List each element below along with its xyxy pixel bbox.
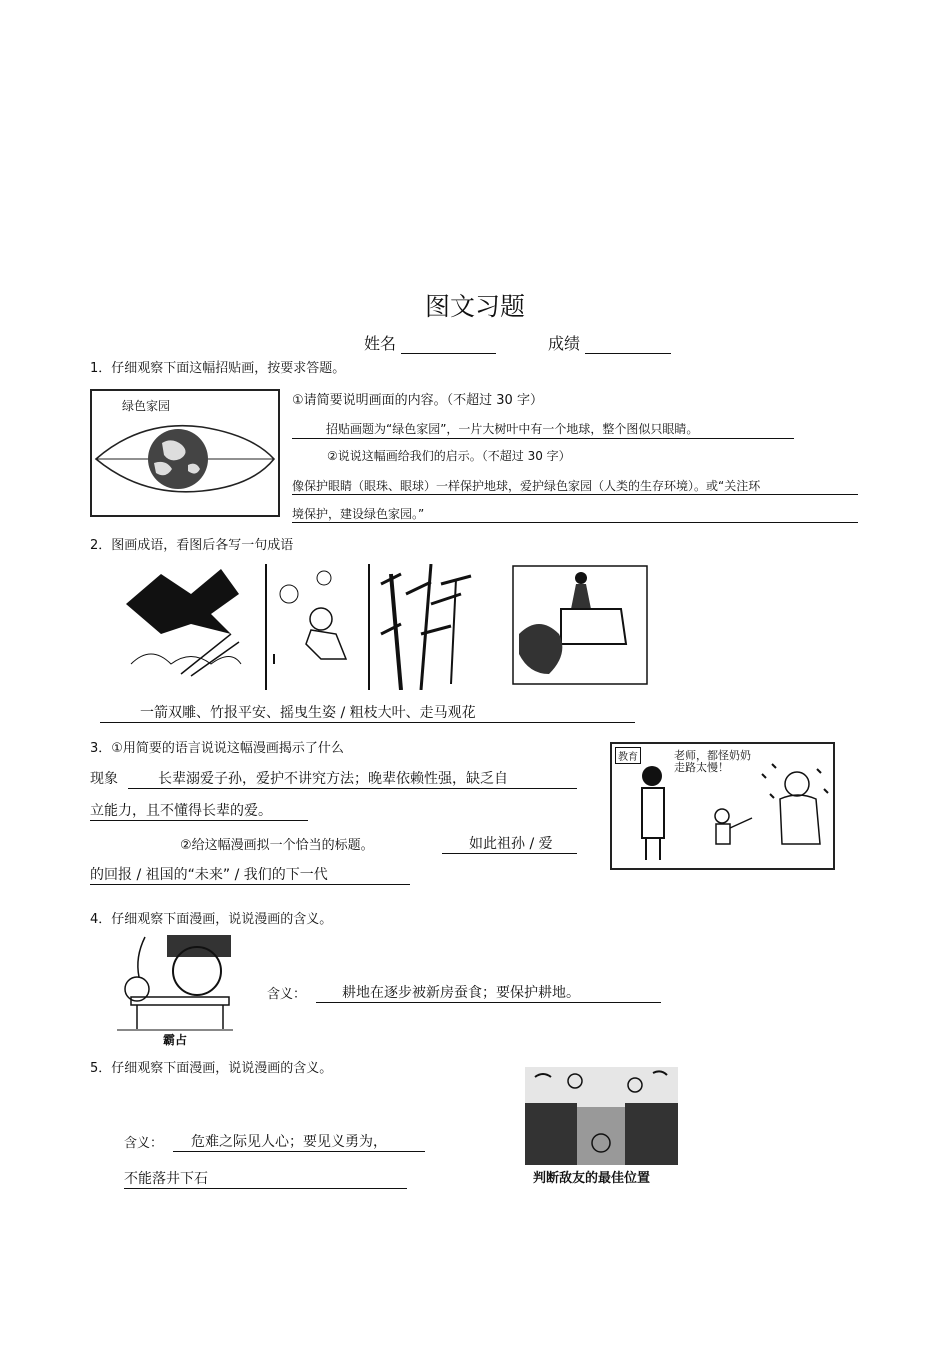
q3-sub2: ②给这幅漫画拟一个恰当的标题。 [180,838,374,853]
score-label: 成绩 [548,334,581,353]
name-field [364,331,496,354]
q1-answer1-text: 招贴画题为“绿色家园”，一片大树叶中有一个地球，整个图似只眼睛。 [292,420,794,439]
q5-prompt: 5．仔细观察下面漫画，说说漫画的含义。 [90,1061,333,1076]
idiom-pictures [121,564,649,690]
q1-sub2: ②说说这幅画给我们的启示。（不超过 30 字） [327,449,571,463]
well-cartoon [525,1067,678,1187]
q3-answer2-line2 [90,864,410,885]
q5-answer-line1 [173,1131,425,1152]
q3-answer1-line1 [128,768,577,789]
q1-sub1: ①请简要说明画面的内容。（不超过 30 字） [292,393,543,408]
name-label: 姓名 [364,334,397,353]
q5-answer-line2-text: 不能落井下石 [124,1168,407,1189]
q4-answer [316,982,661,1003]
grandma-cartoon [610,742,835,870]
q3-prompt: 3．①用简要的语言说说这幅漫画揭示了什么 [90,741,344,756]
leaf-eye-earth-image [92,391,278,515]
page-title: 图文习题 [424,292,525,321]
well-cartoon-image [525,1067,678,1165]
q1-answer1 [292,420,794,439]
q4-prompt: 4．仔细观察下面漫画，说说漫画的含义。 [90,912,333,927]
q5-label: 含义： [124,1136,164,1151]
occupy-caption: 霸占 [163,1033,188,1047]
q3-answer2-line1-text: 如此祖孙 / 爱 [442,833,577,854]
q3-answer1-line2-text: 立能力，且不懂得长辈的爱。 [90,800,308,821]
q3-answer2-line2-text: 的回报 / 祖国的“未来” / 我们的下一代 [90,864,410,885]
q3-answer1-line1-text: 长辈溺爱子孙，爱护不讲究方法；晚辈依赖性强，缺乏自 [128,768,577,789]
q4-answer-text: 耕地在逐步被新房蚕食；要保护耕地。 [316,982,661,1003]
q1-answer2-line2-text: 境保护，建设绿色家园。” [292,505,858,523]
q1-answer2-line2 [292,505,858,523]
idiom-illustrations [121,564,649,690]
cartoon-speech [674,750,751,774]
occupy-cartoon-image [117,931,233,1031]
q3-line-label: 现象 [90,771,118,787]
well-caption: 判断敌友的最佳位置 [533,1171,651,1186]
score-blank[interactable] [585,335,671,354]
cartoon-speech-line1: 老师，都怪奶奶 [674,749,751,762]
q2-answer-text: 一箭双雕、竹报平安、摇曳生姿 / 粗枝大叶、走马观花 [100,702,635,723]
occupy-cartoon [117,931,233,1047]
q1-answer2-line1 [292,477,858,495]
green-home-poster [90,389,280,517]
q1-prompt: 1．仔细观察下面这幅招贴画，按要求答题。 [90,361,346,376]
q2-answer [100,702,635,723]
q5-answer-line1-text: 危难之际见人心；要见义勇为， [173,1131,425,1152]
score-field [548,331,671,354]
q5-answer-line2 [124,1168,407,1189]
name-blank[interactable] [401,335,496,354]
q2-prompt: 2．图画成语，看图后各写一句成语 [90,538,294,553]
cartoon-tag: 教育 [615,747,641,764]
poster-caption: 绿色家园 [122,399,171,413]
q4-label: 含义： [267,987,307,1002]
q1-answer2-line1-text: 像保护眼睛（眼珠、眼球）一样保护地球，爱护绿色家园（人类的生存环境）。或“关注环 [292,477,858,495]
q3-answer1-line2 [90,800,308,821]
q3-answer2-line1 [442,833,577,854]
cartoon-speech-line2: 走路太慢！ [674,761,729,774]
